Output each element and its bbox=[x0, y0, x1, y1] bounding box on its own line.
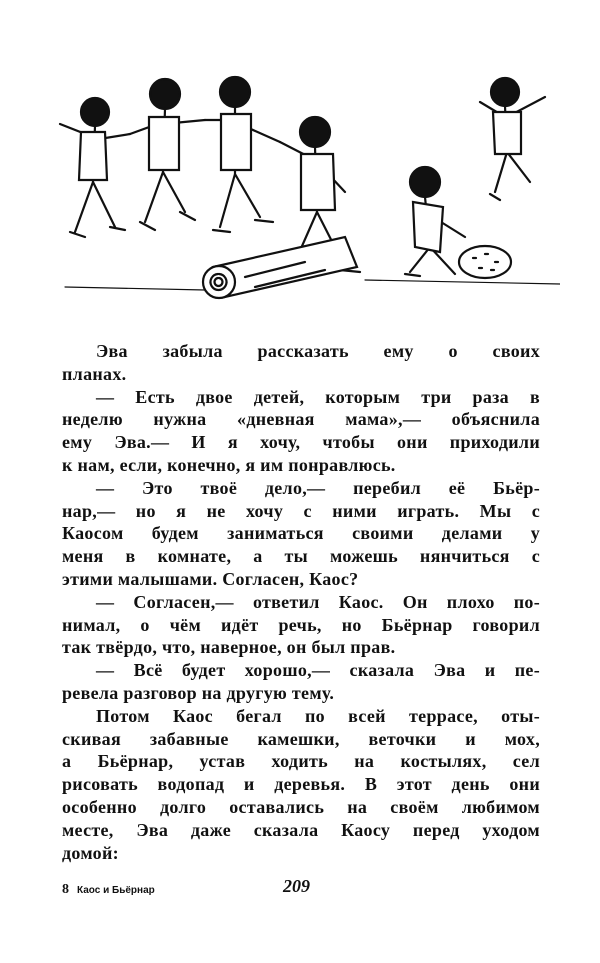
child-figure-2 bbox=[130, 79, 205, 230]
text-line: — Согласен,— ответил Каос. Он плохо по- bbox=[96, 591, 540, 612]
text-line: — Это твоё дело,— перебил её Бьёр- bbox=[96, 477, 540, 498]
text-line: рисовать водопад и деревья. В этот день они bbox=[62, 774, 540, 795]
text-line: скивая забавные камешки, веточки и мох, bbox=[62, 728, 540, 749]
child-figure-3 bbox=[205, 77, 280, 232]
text-line: планах. bbox=[62, 363, 127, 384]
text-line: ревела разговор на другую тему. bbox=[62, 682, 335, 703]
signature-number: 8 bbox=[62, 882, 69, 897]
text-line: Каосом будем заниматься своими делами у bbox=[62, 523, 540, 544]
text-line: Потом Каос бегал по всей террасе, оты- bbox=[96, 705, 540, 726]
text-line: к нам, если, конечно, я им понравлюсь. bbox=[62, 454, 396, 475]
log bbox=[203, 237, 357, 298]
text-line: — Есть двое детей, которым три раза в bbox=[96, 386, 540, 407]
text-line: нар,— но я не хочу с ними играть. Мы с bbox=[62, 500, 540, 521]
text-line: особенно долго оставались на своём любимом bbox=[62, 796, 540, 817]
text-line: ему Эва.— И я хочу, чтобы они приходили bbox=[62, 432, 540, 453]
text-line: месте, Эва даже сказала Каосу перед уходом bbox=[62, 819, 540, 840]
child-figure-1 bbox=[60, 98, 130, 237]
signature-mark bbox=[62, 880, 155, 898]
child-figure-5-crouching bbox=[405, 167, 511, 278]
text-line: домой: bbox=[62, 842, 119, 863]
ground-line bbox=[65, 280, 560, 290]
illustration-dancing-children bbox=[45, 62, 560, 307]
text-line: этими малышами. Согласен, Каос? bbox=[62, 568, 359, 589]
page-number: 209 bbox=[283, 876, 310, 896]
text-line: а Бьёрнар, устав ходить на костылях, сел bbox=[62, 751, 540, 772]
text-line: меня в комнате, а ты можешь нянчиться с bbox=[62, 546, 540, 567]
text-line: — Всё будет хорошо,— сказала Эва и пе- bbox=[96, 660, 540, 681]
signature-title: Каос и Бьёрнар bbox=[77, 885, 155, 896]
child-figure-6-running bbox=[480, 78, 545, 200]
text-line: Эва забыла рассказать ему о своих bbox=[96, 341, 540, 361]
text-line: неделю нужна «дневная мама»,— объяснила bbox=[62, 409, 540, 430]
text-line: нимал, о чём идёт речь, но Бьёрнар говорил bbox=[62, 614, 540, 635]
text-line: так твёрдо, что, наверное, он был прав. bbox=[62, 637, 396, 658]
body-text bbox=[62, 340, 540, 864]
